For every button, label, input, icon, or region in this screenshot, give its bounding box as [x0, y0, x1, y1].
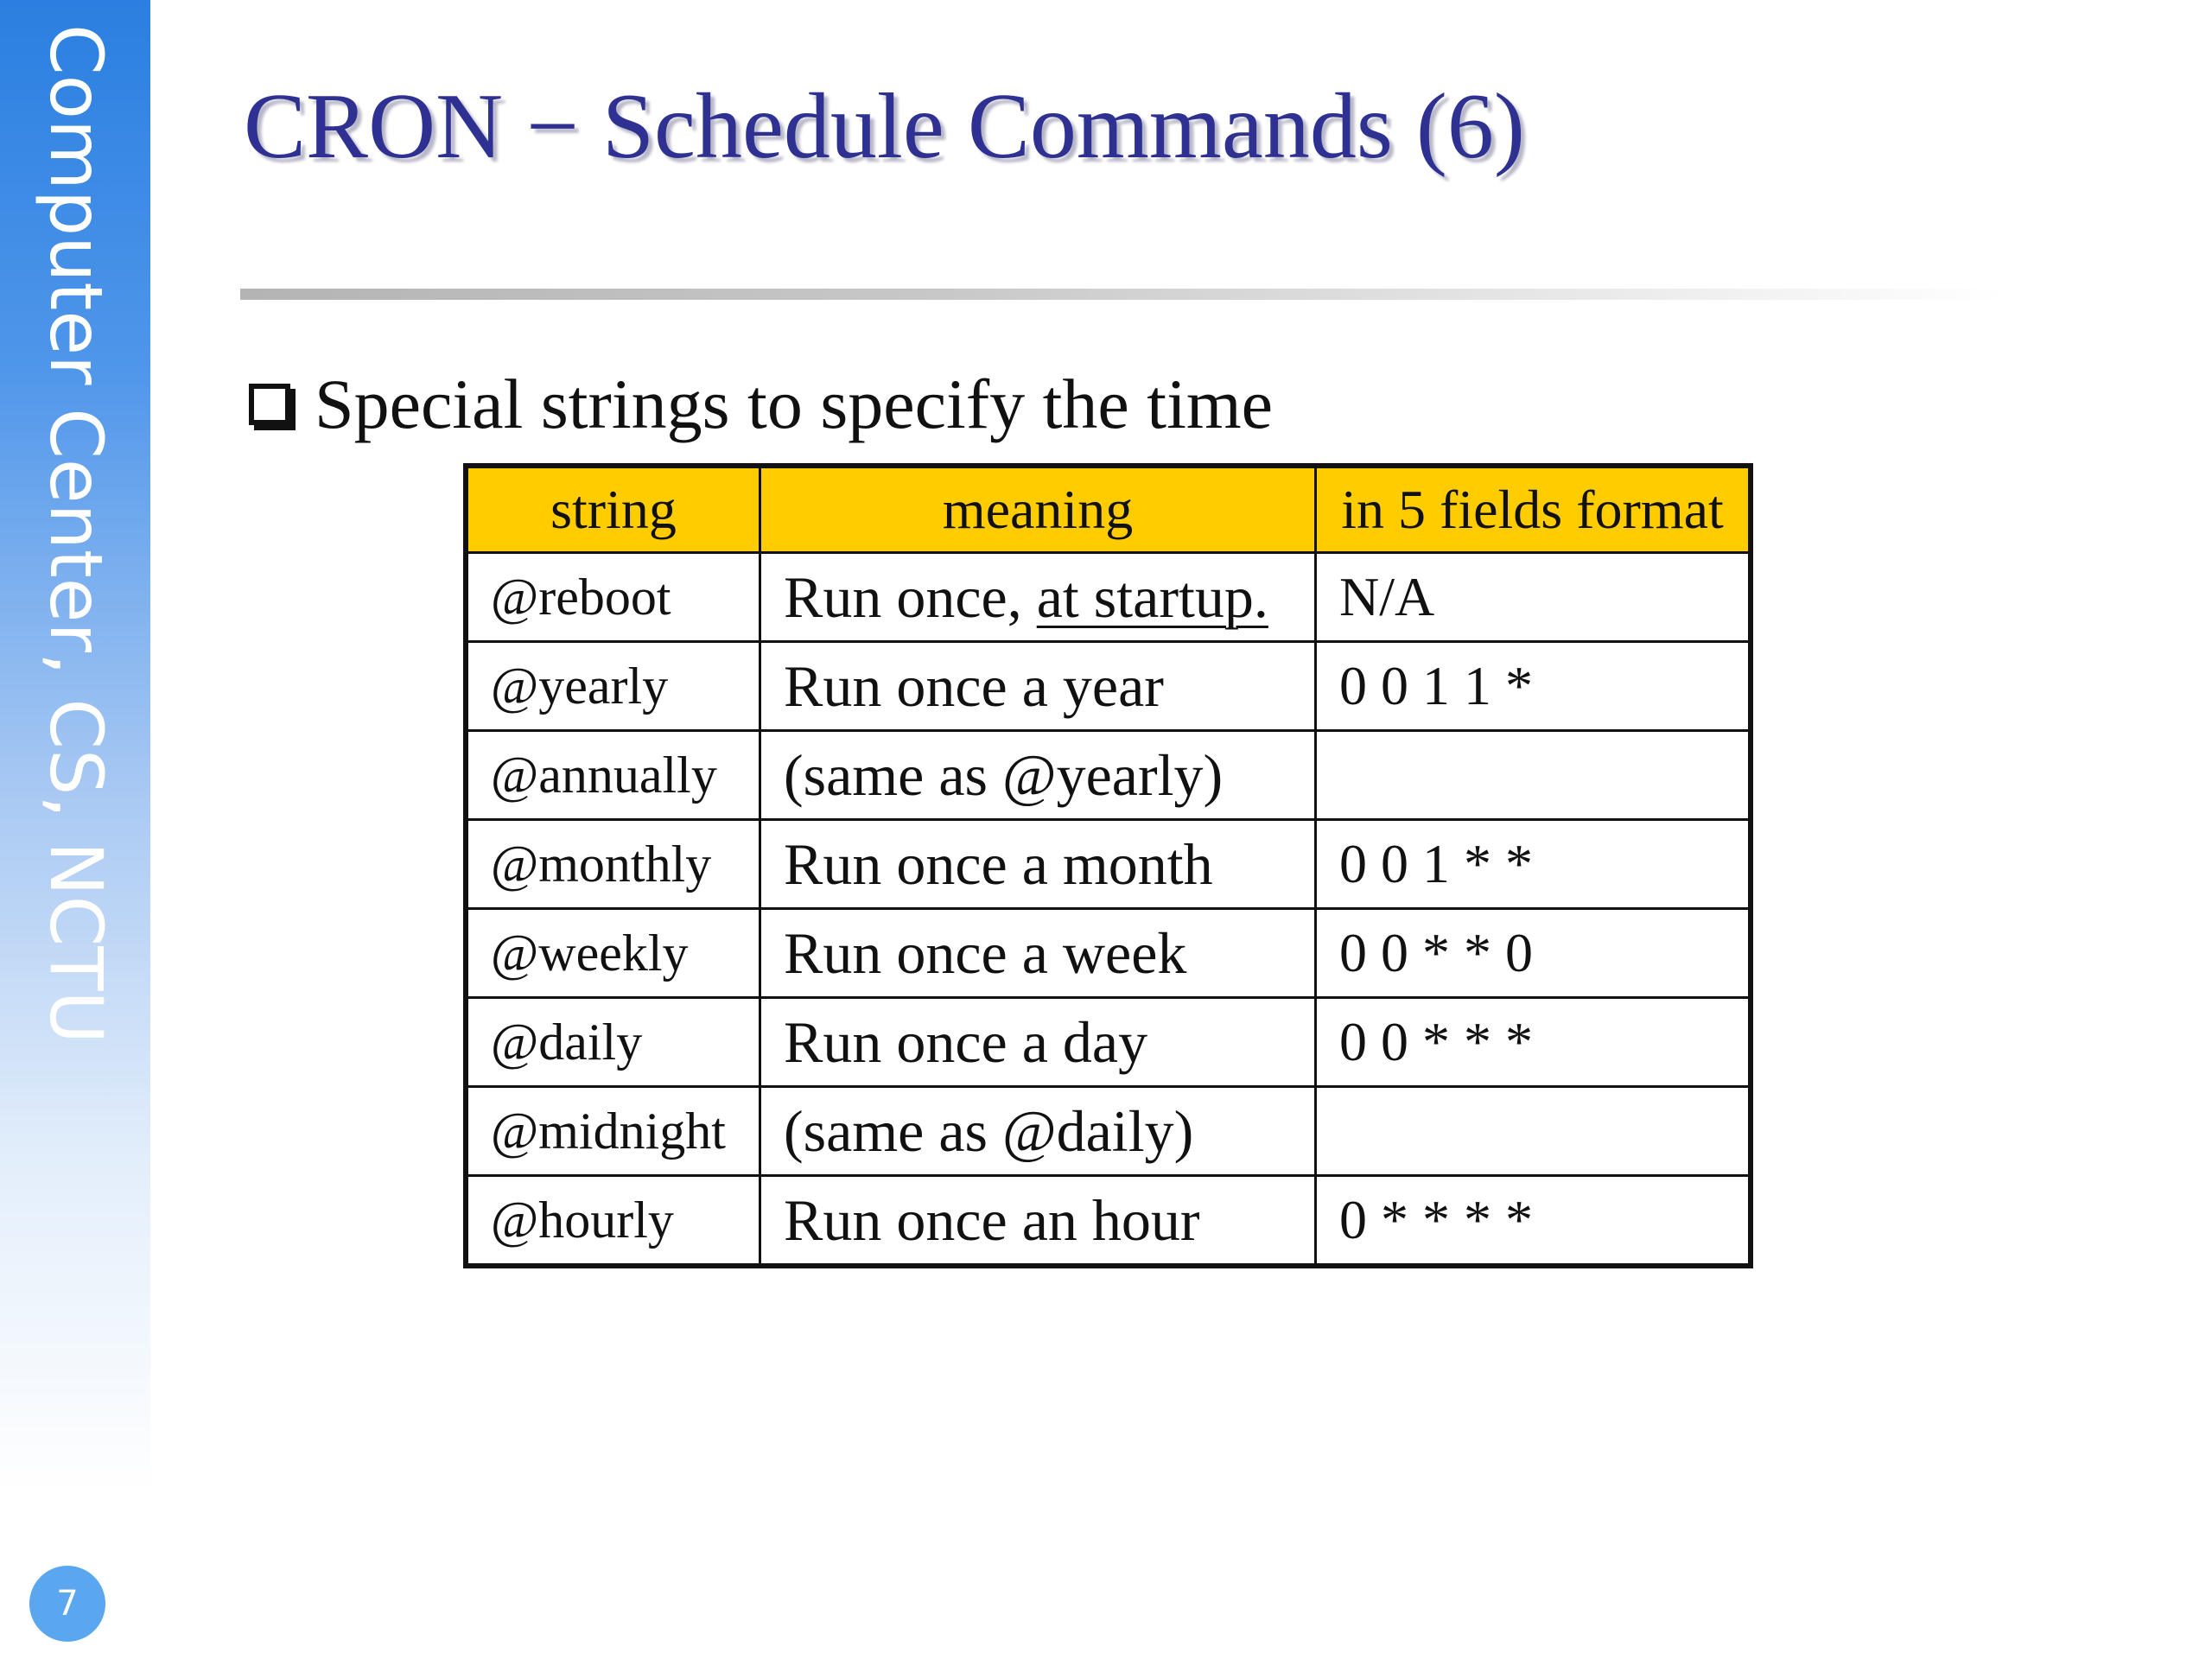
- cell-format: [1316, 1087, 1751, 1176]
- table-header-row: [466, 466, 1751, 553]
- cell-meaning: (same as @yearly): [760, 731, 1316, 820]
- header-meaning: meaning: [760, 466, 1316, 553]
- header-string: string: [466, 466, 760, 553]
- cell-meaning: Run once a day: [760, 998, 1316, 1087]
- table-row: [466, 1087, 1751, 1176]
- table-row: [466, 642, 1751, 731]
- meaning-text: Run once,: [784, 563, 1037, 630]
- header-format: in 5 fields format: [1316, 466, 1751, 553]
- cell-meaning: Run once a week: [760, 909, 1316, 998]
- cell-format: 0 0 * * *: [1316, 998, 1751, 1087]
- cell-string: @daily: [466, 998, 760, 1087]
- sidebar-title: Computer Center, CS, NCTU: [34, 24, 118, 1045]
- hollow-square-bullet-icon: [249, 384, 290, 425]
- cell-meaning: Run once a month: [760, 820, 1316, 909]
- cell-string: @weekly: [466, 909, 760, 998]
- table-row: [466, 820, 1751, 909]
- table-row: [466, 731, 1751, 820]
- meaning-underlined-text: at startup.: [1036, 563, 1268, 630]
- cell-meaning: [760, 553, 1316, 642]
- slide-title: CRON − Schedule Commands (6): [244, 75, 1525, 178]
- bullet-text: Special strings to specify the time: [315, 365, 1274, 443]
- cell-string: @reboot: [466, 553, 760, 642]
- cell-meaning: Run once a year: [760, 642, 1316, 731]
- title-divider: [240, 289, 2003, 300]
- cell-format: 0 0 * * 0: [1316, 909, 1751, 998]
- cell-string: @yearly: [466, 642, 760, 731]
- cell-format: 0 * * * *: [1316, 1176, 1751, 1267]
- bullet-item: [249, 361, 1273, 448]
- cell-format: N/A: [1316, 553, 1751, 642]
- cell-string: @annually: [466, 731, 760, 820]
- table-row: [466, 909, 1751, 998]
- cell-string: @hourly: [466, 1176, 760, 1267]
- cell-string: @midnight: [466, 1087, 760, 1176]
- cron-special-strings-table: [463, 463, 1753, 1268]
- cell-format: [1316, 731, 1751, 820]
- cell-meaning: (same as @daily): [760, 1087, 1316, 1176]
- table-row: [466, 998, 1751, 1087]
- sidebar: [0, 0, 150, 1659]
- cell-meaning: Run once an hour: [760, 1176, 1316, 1267]
- page-number-badge: 7: [29, 1566, 105, 1642]
- cell-string: @monthly: [466, 820, 760, 909]
- cell-format: 0 0 1 * *: [1316, 820, 1751, 909]
- table-row: [466, 1176, 1751, 1267]
- table-row: [466, 553, 1751, 642]
- cell-format: 0 0 1 1 *: [1316, 642, 1751, 731]
